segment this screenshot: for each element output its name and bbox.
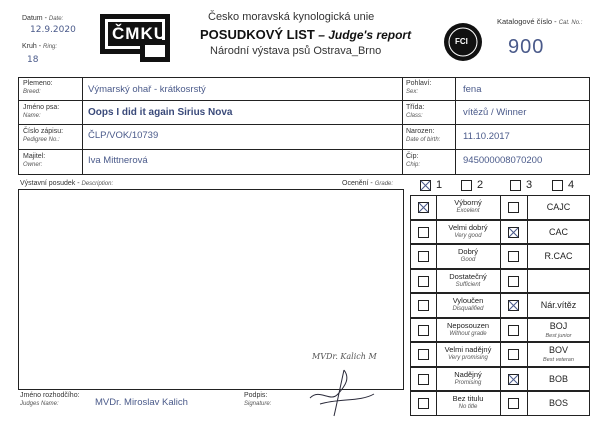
grade-checkbox[interactable] [418, 251, 429, 262]
place-3-label: 3 [526, 179, 533, 191]
ring-value: 18 [27, 55, 39, 65]
info-row-divider [18, 149, 590, 150]
info-col-divider [455, 77, 456, 175]
name-label: Jméno psa: Name: [23, 104, 60, 119]
signature-label: Podpis: Signature: [244, 392, 272, 407]
grade-checkbox[interactable] [418, 398, 429, 409]
title-label: CAJC [546, 202, 571, 212]
grade-label: Nadějný Promising [454, 369, 482, 386]
name-value: Oops I did it again Sirius Nova [88, 107, 233, 118]
grade-checkbox[interactable] [418, 349, 429, 360]
grade-checkbox[interactable] [418, 325, 429, 336]
title-label: BOV Best veteran [543, 345, 574, 363]
page-title: POSUDKOVÝ LIST – Judge's report [200, 27, 412, 42]
title-label: R.CAC [544, 251, 573, 261]
date-value: 12.9.2020 [30, 25, 76, 35]
title-checkbox[interactable] [508, 349, 519, 360]
grade-label: Dostatečný Sufficient [449, 271, 487, 288]
place-1-checkbox[interactable] [420, 180, 431, 191]
class-value: vítězů / Winner [463, 107, 527, 118]
title-checkbox[interactable] [508, 398, 519, 409]
breed-value: Výmarský ohař - krátkosrstý [88, 84, 206, 95]
chip-label: Čip: Chip: [406, 153, 421, 168]
grade-label: Výborný Excelent [454, 198, 482, 214]
grade-label: Dobrý Good [457, 247, 478, 263]
title-label: BOS [548, 398, 568, 408]
info-col-divider [402, 77, 403, 175]
chip-value: 945000008070200 [463, 155, 543, 166]
owner-label: Majitel: Owner: [23, 153, 46, 168]
sex-value: fena [463, 84, 482, 95]
breed-label: Plemeno: Breed: [23, 80, 53, 95]
title-checkbox[interactable] [508, 202, 519, 213]
grade-checkbox[interactable] [418, 276, 429, 287]
title-checkbox[interactable] [508, 300, 519, 311]
title-label: BOB [548, 373, 568, 384]
grade-label: Neposouzen Without grade [446, 320, 490, 337]
grade-label: Velmi nadějný Very promising [444, 345, 492, 361]
sex-label: Pohlaví: Sex: [406, 80, 432, 95]
judge-stamp: MVDr. Kalich M [312, 352, 377, 361]
event-name: Národní výstava psů Ostrava_Brno [210, 45, 382, 57]
grade-label: Bez titulu No title [452, 394, 484, 410]
pedigree-label: Číslo zápisu: Pedigree No.: [23, 128, 64, 143]
title-label: BOJ Best junior [545, 320, 572, 339]
place-1-label: 1 [436, 179, 443, 191]
place-4-checkbox[interactable] [552, 180, 563, 191]
title-checkbox[interactable] [508, 374, 519, 385]
info-row-divider [18, 124, 590, 125]
pedigree-value: ČLP/VOK/10739 [88, 130, 159, 141]
place-3-checkbox[interactable] [510, 180, 521, 191]
judge-label: Jméno rozhodčího: Judges Name: [20, 392, 80, 407]
title-cell [527, 269, 590, 294]
signature-mark [300, 358, 380, 418]
class-label: Třída: Class: [406, 104, 425, 119]
title-checkbox[interactable] [508, 325, 519, 336]
org-name: Česko moravská kynologická unie [208, 11, 375, 23]
grade-label: Ocenění - Grade: [342, 180, 394, 187]
grade-checkbox[interactable] [418, 300, 429, 311]
title-label: CAC [548, 226, 568, 237]
grade-checkbox[interactable] [418, 202, 429, 213]
place-4-label: 4 [568, 179, 575, 191]
title-checkbox[interactable] [508, 227, 519, 238]
date-label: Datum - Date: [22, 15, 64, 22]
fci-text: FCI [455, 37, 468, 46]
ring-label: Kruh - Ring: [22, 43, 58, 50]
title-label: Nár.vítěz [540, 300, 577, 310]
title-checkbox[interactable] [508, 276, 519, 287]
info-row-divider [18, 100, 590, 101]
judge-value: MVDr. Miroslav Kalich [95, 397, 188, 408]
owner-value: Iva Mittnerová [88, 155, 148, 166]
grade-checkbox[interactable] [418, 227, 429, 238]
description-label: Výstavní posudek - Description: [20, 180, 114, 187]
dob-label: Narozen: Date of birth: [406, 128, 441, 143]
title-checkbox[interactable] [508, 251, 519, 262]
grade-checkbox[interactable] [418, 374, 429, 385]
grade-label: Velmi dobrý Very good [448, 222, 488, 239]
logo-text: ČMKU [112, 24, 167, 43]
place-2-label: 2 [477, 179, 484, 191]
grade-label: Vyloučen Disqualified [452, 296, 484, 312]
info-col-divider [82, 77, 83, 175]
cmku-logo [100, 14, 170, 62]
catalog-number: 900 [508, 36, 545, 58]
catalog-label: Katalogové číslo - Cat. No.: [497, 17, 583, 26]
fci-logo [443, 22, 483, 62]
place-2-checkbox[interactable] [461, 180, 472, 191]
dob-value: 11.10.2017 [463, 131, 510, 142]
